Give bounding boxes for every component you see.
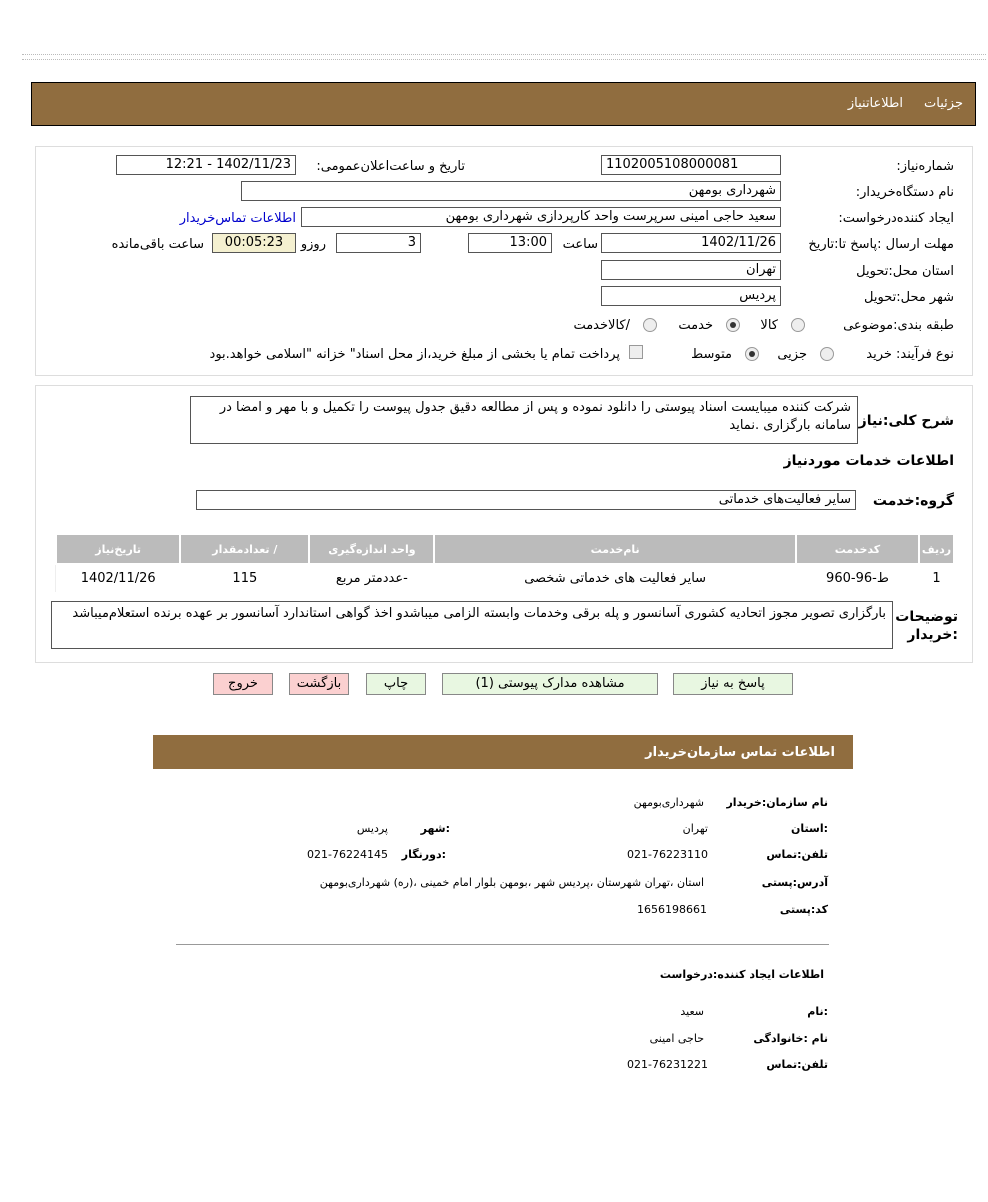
goods-radio-label: کالا <box>760 318 778 333</box>
medium-process-label: متوسط <box>691 347 732 362</box>
buyer-notes-label-2: :خریدار <box>907 627 958 643</box>
desc-label: شرح کلی:نیاز <box>858 413 954 429</box>
creator-phone-label: تلفن:تماس <box>766 1058 828 1071</box>
contact-buyer-link[interactable]: اطلاعات تماس‌خریدار <box>179 211 296 226</box>
col-quantity: / تعدادمقدار <box>180 534 309 564</box>
col-service-code: کدخدمت <box>796 534 919 564</box>
reply-button[interactable]: پاسخ به نیاز <box>673 673 793 695</box>
header-subtitle: اطلاعاتنیاز <box>847 96 903 111</box>
fax-value: 021-76224145 <box>307 848 388 861</box>
phone-value: 021-76223110 <box>627 848 708 861</box>
group-label: گروه:خدمت <box>872 493 954 509</box>
col-service-name: نام‌خدمت <box>434 534 795 564</box>
postal-value: 1656198661 <box>637 903 707 916</box>
deadline-time-field: 13:00 <box>468 233 552 253</box>
minor-process-label: جزیی <box>777 347 807 362</box>
col-unit: واحد اندازه‌گیری <box>309 534 434 564</box>
print-button[interactable]: چاپ <box>366 673 426 695</box>
contact-section-title: اطلاعات تماس سازمان‌خریدار <box>645 745 835 760</box>
creator-name-value: سعید <box>680 1005 704 1018</box>
org-label: نام سازمان:خریدار <box>726 796 828 809</box>
top-divider <box>22 54 986 60</box>
need-number-label: شماره‌نیاز: <box>896 159 954 174</box>
days-field: 3 <box>336 233 421 253</box>
table-header-row <box>56 534 954 564</box>
contact-city-label: :شهر <box>420 822 450 835</box>
city-label: شهر محل:تحویل <box>864 290 954 305</box>
buyer-field: شهرداری بومهن <box>241 181 781 201</box>
remaining-label: ساعت باقی‌مانده <box>111 237 204 252</box>
remaining-time-field: 00:05:23 <box>212 233 296 253</box>
service-radio-label: خدمت <box>678 318 713 333</box>
group-field: سایر فعالیت‌های خدماتی <box>196 490 856 510</box>
exit-button[interactable]: خروج <box>213 673 273 695</box>
minor-process-radio[interactable] <box>820 347 834 361</box>
address-value: استان ،تهران شهرستان ،پردیس شهر ،بومهن بلوار امام خمینی ،(ره) شهرداری‌بومهن <box>319 876 704 889</box>
goods-radio[interactable] <box>791 318 805 332</box>
contact-province-value: تهران <box>682 822 708 835</box>
medium-process-radio[interactable] <box>745 347 759 361</box>
postal-label: کد:پستی <box>779 903 828 916</box>
attachments-button[interactable]: مشاهده مدارک پیوستی (1) <box>442 673 658 695</box>
cell-need-date: 1402/11/26 <box>56 564 180 592</box>
cell-row: 1 <box>919 564 954 592</box>
back-button[interactable]: بازگشت <box>289 673 349 695</box>
contact-section-header <box>153 735 853 769</box>
cell-unit: -عددمتر مربع <box>309 564 434 592</box>
desc-text: شرکت کننده میبایست اسناد پیوستی را دانلود نموده و پس از مطالعه دقیق جدول پیوست را تکمیل و با مهر و امضا در سامانه بارگزاری .نماید <box>190 396 858 444</box>
buyer-notes-label-1: توضیحات <box>895 609 958 625</box>
deadline-label: مهلت ارسال :پاسخ تا:تاریخ <box>808 237 954 252</box>
fax-label: :دورنگار <box>401 848 446 861</box>
col-need-date: تاریخ‌نیاز <box>56 534 180 564</box>
goods-service-radio[interactable] <box>643 318 657 332</box>
goods-service-radio-label: /کالاخدمت <box>573 318 630 333</box>
treasury-payment-label: پرداخت تمام یا بخشی از مبلغ خرید،از محل اسناد" خزانه "اسلامی خواهد.بود <box>209 347 620 362</box>
treasury-payment-checkbox[interactable] <box>629 345 643 359</box>
org-value: شهرداری‌بومهن <box>633 796 704 809</box>
contact-city-value: پردیس <box>356 822 388 835</box>
creator-family-label: نام :خانوادگی <box>753 1032 828 1045</box>
announce-label: تاریخ و ساعت‌اعلان‌عمومی: <box>316 159 465 174</box>
services-table-wrap <box>55 533 955 592</box>
creator-label: ایجاد کننده‌درخواست: <box>838 211 954 226</box>
cell-quantity: 115 <box>180 564 309 592</box>
table-row <box>56 564 954 592</box>
page-header <box>31 82 976 126</box>
buyer-notes-text: بارگزاری تصویر مجوز اتحادیه کشوری آسانسور و پله برقی وخدمات وابسته الزامی میباشدو اخذ گواهی استاندارد آسانسور بر عهده برنده استعلام‌میباشد <box>51 601 893 649</box>
time-label: ساعت <box>562 237 598 252</box>
phone-label: تلفن:تماس <box>766 848 828 861</box>
deadline-date-field: 1402/11/26 <box>601 233 781 253</box>
contact-divider <box>176 944 829 945</box>
creator-info-title: اطلاعات ایجاد کننده:درخواست <box>659 968 824 981</box>
buyer-label: نام دستگاه‌خریدار: <box>855 185 954 200</box>
process-label: نوع فرآیند: خرید <box>866 347 954 362</box>
services-title: اطلاعات خدمات موردنیاز <box>783 453 954 469</box>
cell-service-code: ط-96-960 <box>796 564 919 592</box>
header-title: جزئیات <box>924 96 963 111</box>
contact-province-label: :استان <box>791 822 828 835</box>
service-radio[interactable] <box>726 318 740 332</box>
province-label: استان محل:تحویل <box>856 264 954 279</box>
creator-phone-value: 021-76231221 <box>627 1058 708 1071</box>
col-row: ردیف <box>919 534 954 564</box>
creator-field: سعید حاجی امینی سرپرست واحد کارپردازی شهرداری بومهن <box>301 207 781 227</box>
announce-field: 1402/11/23 - 12:21 <box>116 155 296 175</box>
need-number-field: 1102005108000081 <box>601 155 781 175</box>
address-label: آدرس:پستی <box>761 876 828 889</box>
cell-service-name: سایر فعالیت های خدماتی شخصی <box>434 564 795 592</box>
days-label: روزو <box>300 237 326 252</box>
province-field: تهران <box>601 260 781 280</box>
services-table <box>55 533 955 592</box>
category-label: طبقه بندی:موضوعی <box>843 318 954 333</box>
creator-name-label: :نام <box>807 1005 828 1018</box>
creator-family-value: حاجی امینی <box>649 1032 704 1045</box>
city-field: پردیس <box>601 286 781 306</box>
